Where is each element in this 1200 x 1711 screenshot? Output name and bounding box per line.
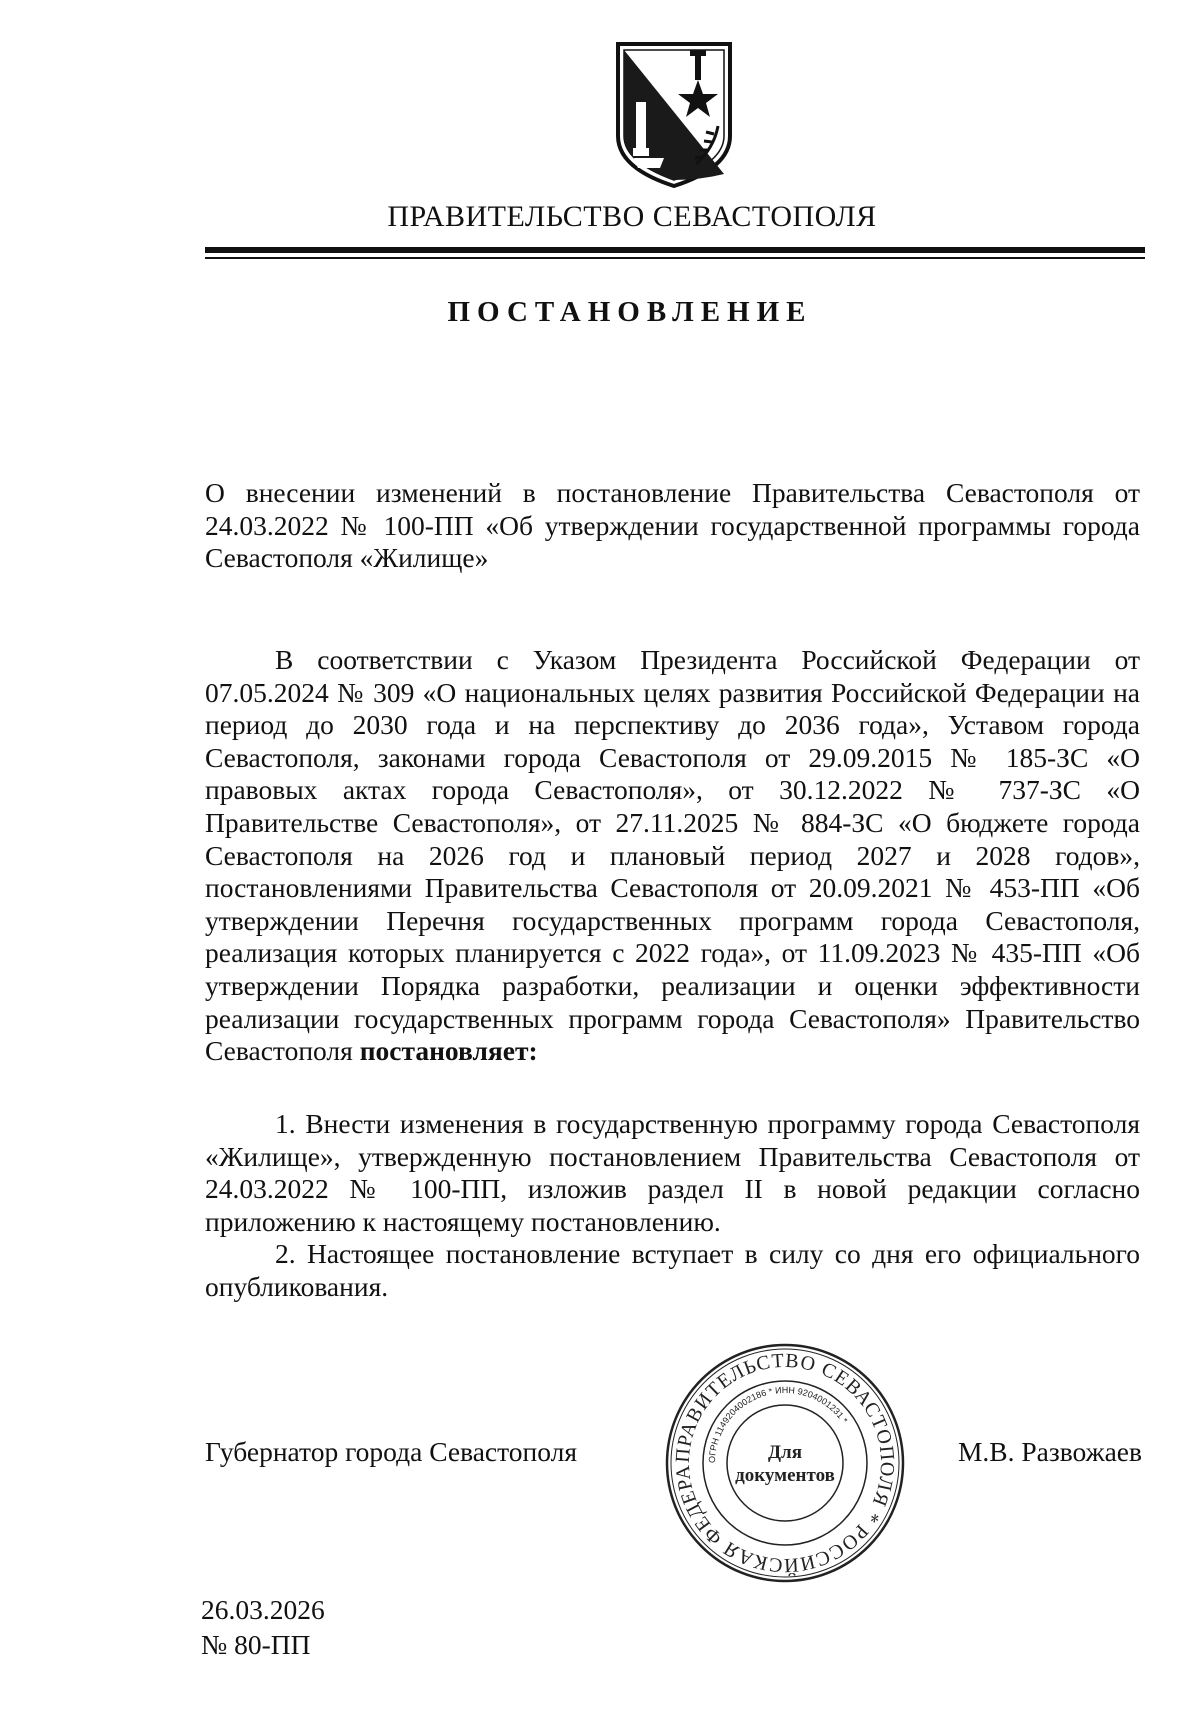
resolution-item: 1. Внести изменения в государственную программу города Севастополя «Жилище», утвержденную постановлением Правительства Севастополя от 24.03.2022 № 100-ПП, изложив раздел II в новой редакции согласно приложению к настоящему постановлению. bbox=[205, 1108, 1140, 1237]
document-meta bbox=[201, 1592, 325, 1662]
preamble bbox=[205, 644, 1140, 1068]
header-rule-thick bbox=[205, 247, 1145, 253]
seal-center-line1: Для bbox=[767, 1442, 803, 1463]
preamble-text: В соответствии с Указом Президента Российской Федерации от 07.05.2024 № 309 «О национальных целях развития Российской Федерации на период до 2030 года и на перспективу до 2036 года», Уставом города Севастополя, законами города Севастополя от 29.09.2015 № 185-ЗС «О правовых актах города Севастополя», от 30.12.2022 № 737-ЗС «О Правительстве Севастополя», от 27.11.2025 № 884-ЗС «О бюджете города Севастополя на 2026 год и плановый период 2027 и 2028 годов», постановлениями Правительства Севастополя от 20.09.2021 № 453-ПП «Об утверждении Перечня государственных программ города Севастополя, реализация которых планируется с 2022 года», от 11.09.2023 № 435-ПП «Об утверждении Порядка разработки, реализации и оценки эффективности реализации государственных программ города Севастополя» Правительство Севастополя bbox=[205, 644, 1140, 1067]
government-name: ПРАВИТЕЛЬСТВО СЕВАСТОПОЛЯ bbox=[387, 200, 877, 233]
resolution-items bbox=[205, 1108, 1140, 1304]
preamble-paragraph bbox=[205, 644, 1140, 1068]
seal-outer-text: ПРАВИТЕЛЬСТВО СЕВАСТОПОЛЯ * РОССИЙСКАЯ ФЕДЕРА bbox=[671, 1349, 899, 1577]
document-subject bbox=[205, 477, 1140, 575]
document-date: 26.03.2026 bbox=[201, 1594, 325, 1625]
seal-center-line2: документов bbox=[735, 1465, 835, 1486]
document-type: ПОСТАНОВЛЕНИЕ bbox=[447, 296, 813, 328]
signatory-name: М.В. Развожаев bbox=[957, 1436, 1142, 1467]
subject-text: О внесении изменений в постановление Правительства Севастополя от 24.03.2022 № 100-ПП «Об утверждении государственной программы города Севастополя «Жилище» bbox=[205, 477, 1140, 574]
decision-word: постановляет: bbox=[359, 1035, 538, 1067]
document-number: № 80-ПП bbox=[201, 1629, 311, 1660]
signatory-title: Губернатор города Севастополя bbox=[205, 1436, 577, 1467]
header-rule-thin bbox=[205, 257, 1145, 259]
seal-inner-text: ОГРН 1149204002186 * ИНН 9204001231 * bbox=[706, 1384, 850, 1464]
official-seal-icon bbox=[662, 1340, 908, 1586]
sevastopol-coat-of-arms-icon bbox=[614, 40, 734, 190]
resolution-item: 2. Настоящее постановление вступает в силу со дня его официального опубликования. bbox=[205, 1238, 1140, 1302]
